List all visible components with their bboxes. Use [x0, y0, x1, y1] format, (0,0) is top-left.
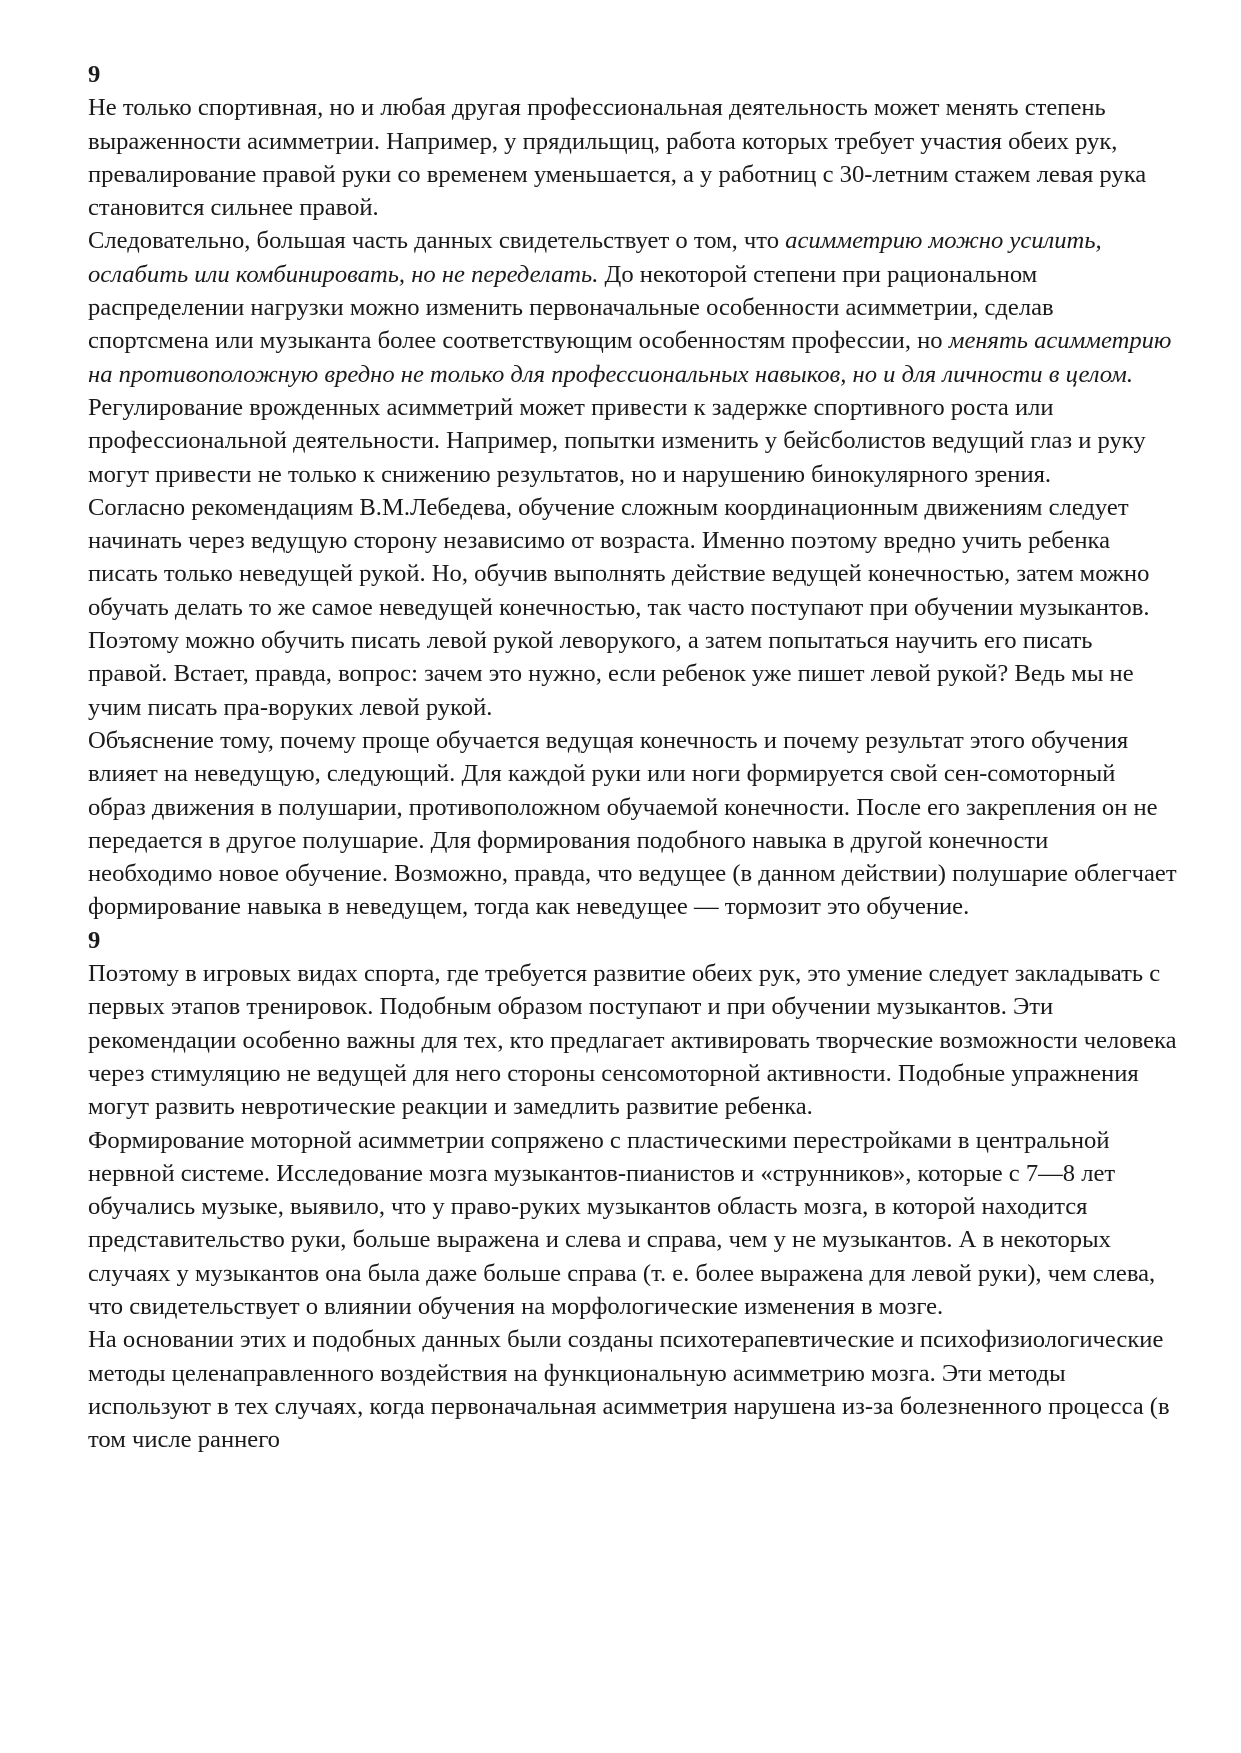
paragraph-2: [88, 224, 1178, 490]
paragraph-1: Не только спортивная, но и любая другая профессиональная деятельность может менять степень выраженности асимметрии. Например, у прядильщиц, работа которых требует участия обеих рук, превалирование правой руки со временем уменьшается, а у работниц с 30-летним стажем левая рука становится сильнее правой.: [88, 94, 1147, 222]
document-page: [88, 58, 1178, 1456]
paragraph-4: Объяснение тому, почему проще обучается ведущая конечность и почему результат этого обучения влияет на неведущую, следующий. Для каждой руки или ноги формируется свой сен-сомоторный образ движения в полушарии, противоположном обучаемой конечности. После его закрепления он не передается в другое полушарие. Для формирования подобного навыка в другой конечности необходимо новое обучение. Возможно, правда, что ведущее (в данном действии) полушарие облегчает формирование навыка в неведущем, тогда как неведущее — тормозит это обучение.: [88, 726, 1177, 921]
paragraph-5: Поэтому в игровых видах спорта, где требуется развитие обеих рук, это умение следует закладывать с первых этапов тренировок. Подобным образом поступают и при обучении музыкантов. Эти рекомендации особенно важны для тех, кто предлагает активировать творческие возможности человека через стимуляцию не ведущей для него стороны сенсомоторной активности. Подобные упражнения могут развить невротические реакции и замедлить развитие ребенка.: [88, 960, 1177, 1121]
paragraph-2-emphasis-1: асимметрию можно усилить, ослабить или комбинировать, но не переделать.: [88, 227, 1102, 288]
page-number-middle: 9: [88, 926, 101, 954]
paragraph-2-text-2: До некоторой степени при рациональном распределении нагрузки можно изменить первоначальные особенности асимметрии, сделав спортсмена или музыканта более соответствующим особенностям профессии, но: [88, 260, 1054, 355]
paragraph-2-text-3: Регулирование врожденных асимметрий может привести к задержке спортивного роста или профессиональной деятельности. Например, попытки изменить у бейсболистов ведущий глаз и руку могут привести не только к снижению результатов, но и нарушению бинокулярного зрения.: [88, 393, 1146, 488]
paragraph-6: Формирование моторной асимметрии сопряжено с пластическими перестройками в центральной нервной системе. Исследование мозга музыкантов-пианистов и «струнников», которые с 7—8 лет обучались музыке, выявило, что у право-руких музыкантов область мозга, в которой находится представительство руки, больше выражена и слева и справа, чем у не музыкантов. А в некоторых случаях у музыкантов она была даже больше справа (т. е. более выражена для левой руки), чем слева, что свидетельствует о влиянии обучения на морфологические изменения в мозге.: [88, 1126, 1156, 1320]
paragraph-3: Согласно рекомендациям В.М.Лебедева, обучение сложным координационным движениям следует начинать через ведущую сторону независимо от возраста. Именно поэтому вредно учить ребенка писать только неведущей рукой. Но, обучив выполнять действие ведущей конечностью, затем можно обучать делать то же самое неведущей конечностью, так часто поступают при обучении музыкантов. Поэтому можно обучить писать левой рукой леворукого, а затем попытаться научить его писать правой. Встает, правда, вопрос: зачем это нужно, если ребенок уже пишет левой рукой? Ведь мы не учим писать пра-воруких левой рукой.: [88, 493, 1150, 721]
page-number-top: 9: [88, 61, 101, 88]
paragraph-2-text-1: Следовательно, большая часть данных свидетельствует о том, что: [88, 227, 786, 255]
paragraph-2-emphasis-2: менять асимметрию на противоположную вредно не только для профессиональных навыков, но и для личности в целом.: [88, 327, 1172, 388]
paragraph-7: На основании этих и подобных данных были созданы психотерапевтические и психофизиологические методы целенаправленного воздействия на функциональную асимметрию мозга. Эти методы используют в тех случаях, когда первоначальная асимметрия нарушена из-за болезненного процесса (в том числе раннего: [88, 1326, 1170, 1454]
